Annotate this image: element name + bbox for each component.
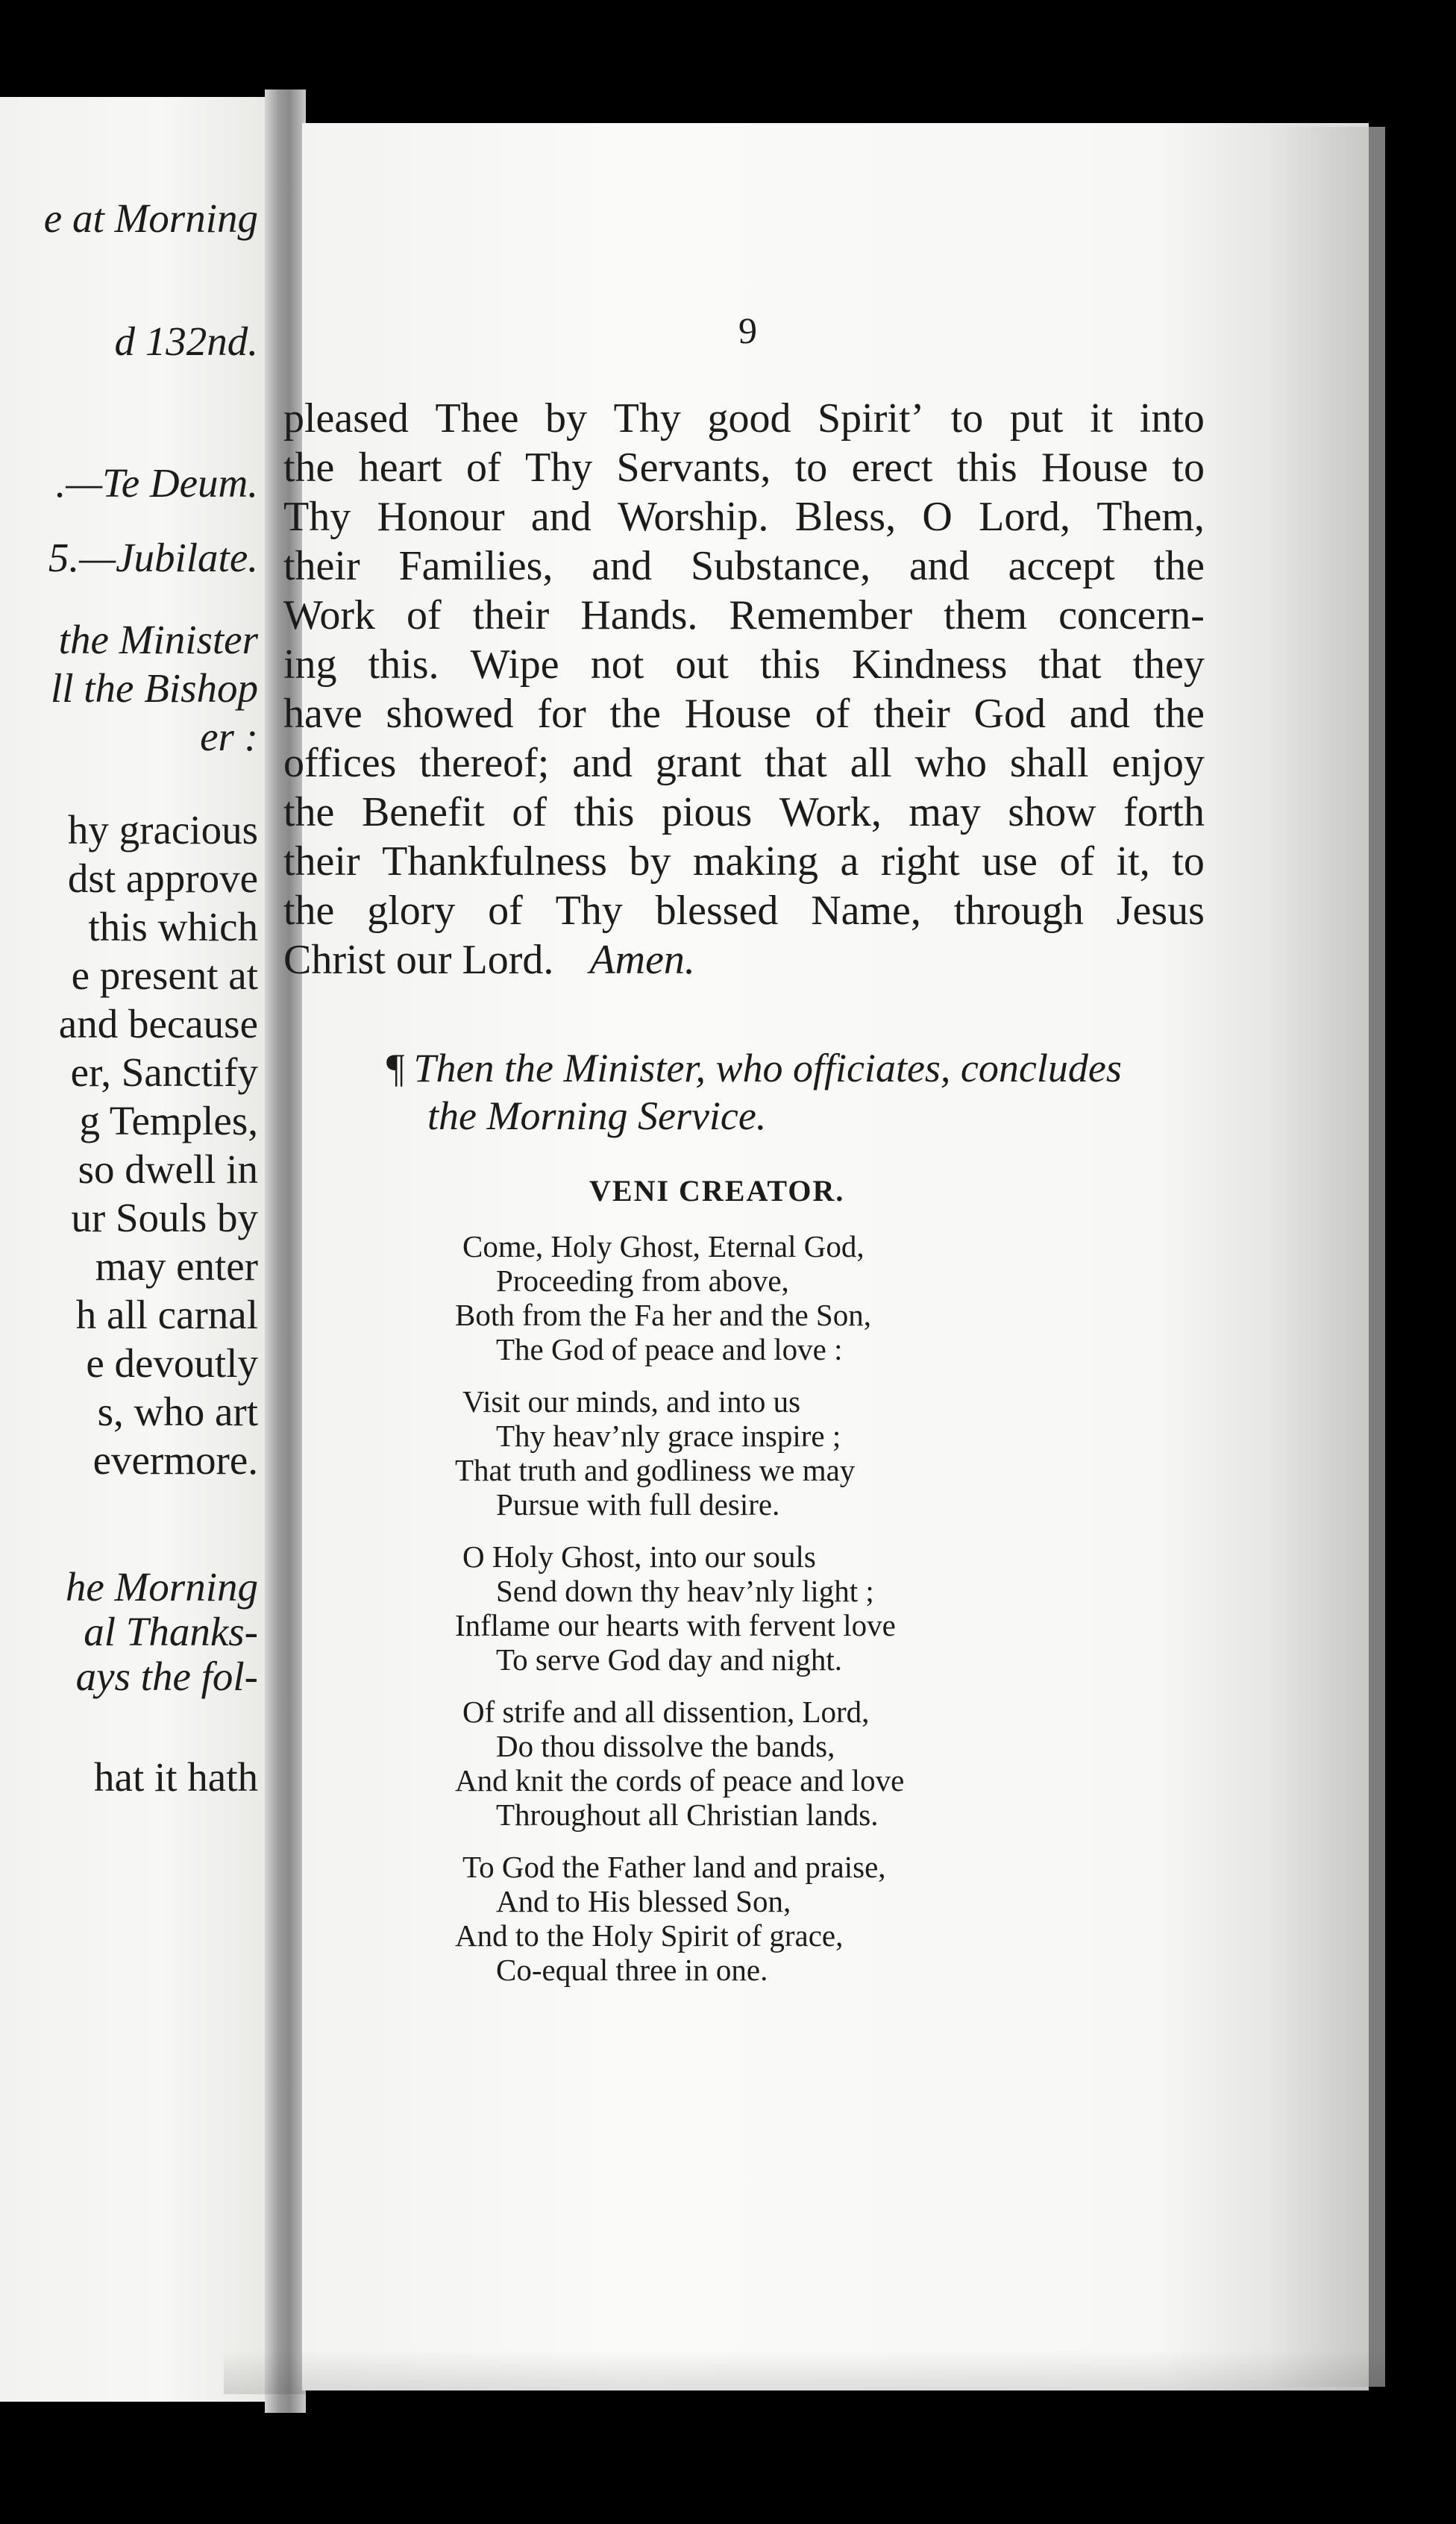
word: of: [512, 789, 547, 835]
word: and: [530, 494, 592, 540]
word: Work: [283, 592, 376, 638]
word: this: [759, 641, 820, 688]
stanza: [0, 1539, 1456, 1677]
word: put: [1009, 395, 1064, 442]
word: their: [472, 592, 550, 638]
left-page-line: evermore.: [92, 1437, 258, 1483]
left-page-line: d 132nd.: [114, 318, 258, 364]
verse-line: Co-equal three in one.: [496, 1953, 768, 1987]
verse-line: Pursue with full desire.: [496, 1487, 780, 1522]
left-page-line: dst approve: [67, 856, 258, 901]
verse-line: Throughout all Christian lands.: [496, 1798, 879, 1832]
rubric-line: the Morning Service.: [427, 1093, 767, 1138]
word: offices: [283, 740, 397, 786]
word: that: [764, 740, 827, 786]
word: and: [592, 543, 653, 589]
word: Benefit: [361, 789, 485, 835]
word: O: [922, 494, 953, 540]
word: them: [944, 592, 1028, 638]
body-text: Christ our Lord.: [283, 937, 554, 983]
verse-line: To God the Father land and praise,: [462, 1850, 886, 1884]
verse-line: Send down thy heav’nly light ;: [496, 1574, 874, 1608]
word: of: [1059, 838, 1095, 885]
left-page-line: ur Souls by: [71, 1195, 258, 1240]
left-page-line: al Thanks-: [84, 1609, 258, 1654]
word: and: [909, 543, 970, 589]
verse-line: That truth and godliness we may: [455, 1453, 856, 1487]
body-line: [283, 443, 1205, 492]
verse-line: And to His blessed Son,: [496, 1884, 791, 1918]
word: thereof;: [419, 740, 550, 786]
word: good: [707, 395, 791, 442]
verse-line: The God of peace and love :: [496, 1332, 843, 1366]
word: Worship.: [618, 494, 769, 540]
left-page-line: e present at: [71, 952, 258, 998]
word: have: [283, 691, 363, 737]
word: out: [675, 641, 729, 688]
prayer-text: [283, 394, 1205, 985]
word: showed: [386, 691, 514, 737]
word: glory: [367, 888, 456, 934]
verse-line: O Holy Ghost, into our souls: [462, 1539, 816, 1574]
left-page-line: h all carnal: [75, 1292, 258, 1337]
word: forth: [1123, 789, 1205, 835]
left-page-line: the Minister: [58, 617, 258, 662]
word: this: [956, 445, 1017, 491]
body-line: [283, 541, 1205, 591]
page-number: 9: [738, 310, 757, 351]
word: the: [1153, 691, 1205, 737]
left-page-line: and because: [58, 1001, 258, 1046]
rubric-line: Then the Minister, who officiates, concludes: [413, 1046, 1122, 1090]
word: Servants,: [616, 445, 771, 491]
word: who: [914, 740, 987, 786]
word: making: [692, 838, 818, 885]
stanza: [0, 1384, 1456, 1522]
word: Substance,: [691, 543, 871, 589]
body-line: [283, 837, 1205, 886]
verse-line: Visit our minds, and into us: [462, 1384, 801, 1419]
word: it: [1090, 395, 1114, 442]
word: Them,: [1096, 494, 1205, 540]
word: right: [880, 838, 960, 885]
stanza: [0, 1695, 1456, 1832]
word: pleased: [283, 395, 409, 442]
word: Hands.: [580, 592, 698, 638]
verse-line: Of strife and all dissention, Lord,: [462, 1695, 870, 1729]
body-line: [283, 591, 1205, 640]
word: to: [950, 395, 984, 442]
word: the: [1153, 543, 1205, 589]
word: that: [1038, 641, 1102, 688]
word: Thy: [613, 395, 681, 442]
left-page-line: ll the Bishop: [50, 665, 258, 711]
rubric: [386, 1044, 1192, 1140]
left-page-line: ays the fol-: [75, 1654, 258, 1699]
left-page-line: s, who art: [97, 1389, 258, 1434]
left-page-line: hat it hath: [94, 1754, 258, 1800]
left-page-line: g Temples,: [79, 1098, 258, 1143]
left-page-line: so dwell in: [78, 1146, 258, 1192]
verse-line: Inflame our hearts with fervent love: [455, 1608, 896, 1642]
word: their: [283, 543, 360, 589]
left-page-line: 5.—Jubilate.: [48, 535, 258, 580]
word: not: [590, 641, 644, 688]
word: Thee: [435, 395, 519, 442]
left-page-line: hy gracious: [67, 807, 258, 853]
hymn-title: VENI CREATOR.: [589, 1174, 845, 1208]
word: and: [1069, 691, 1130, 737]
left-page-line: er, Sanctify: [70, 1049, 258, 1095]
word: to: [1172, 838, 1205, 885]
word: this: [574, 789, 635, 835]
word: they: [1132, 641, 1205, 688]
body-line: [283, 492, 1205, 541]
word: into: [1139, 395, 1205, 442]
word: God: [973, 691, 1046, 737]
left-page-line: may enter: [95, 1243, 258, 1289]
word: all: [850, 740, 892, 786]
body-line: [283, 788, 1205, 837]
word: accept: [1008, 543, 1115, 589]
word: their: [283, 838, 360, 885]
word: by: [545, 395, 588, 442]
word: Spirit’: [818, 395, 925, 442]
word: it,: [1116, 838, 1150, 885]
word: Thankfulness: [382, 838, 607, 885]
word: Remember: [729, 592, 913, 638]
verse-line: And to the Holy Spirit of grace,: [455, 1918, 844, 1953]
left-page-line: e devoutly: [86, 1340, 258, 1386]
body-line: [283, 886, 1205, 935]
word: Thy: [283, 494, 351, 540]
word: to: [1172, 445, 1205, 491]
word: to: [794, 445, 828, 491]
verse-line: Proceeding from above,: [496, 1263, 789, 1298]
word: shall: [1009, 740, 1089, 786]
word: Name,: [811, 888, 921, 934]
word: show: [1008, 789, 1096, 835]
left-page-line: he Morning: [65, 1564, 258, 1610]
left-page-line: this which: [88, 904, 258, 949]
body-line: [283, 689, 1205, 738]
word: enjoy: [1111, 740, 1205, 786]
stanza: [0, 1229, 1456, 1366]
hymn-verses: [0, 1229, 1456, 2005]
word: the: [609, 691, 661, 737]
left-page-line: .—Te Deum.: [55, 460, 258, 506]
body-line: [283, 935, 1205, 985]
word: concern-: [1058, 592, 1205, 638]
verse-line: Thy heav’nly grace inspire ;: [496, 1419, 841, 1453]
word: Wipe: [470, 641, 559, 688]
word: the: [283, 888, 335, 934]
amen-word: Amen.: [589, 937, 695, 983]
word: this.: [368, 641, 439, 688]
bottom-shadow: [224, 2349, 1387, 2394]
word: House: [684, 691, 791, 737]
word: heart: [358, 445, 442, 491]
verse-line: Both from the Fa her and the Son,: [455, 1298, 871, 1332]
left-page-line: er :: [200, 714, 258, 759]
verse-line: Do thou dissolve the bands,: [496, 1729, 835, 1763]
word: House: [1041, 445, 1149, 491]
word: the: [283, 789, 335, 835]
word: ing: [283, 641, 337, 688]
word: the: [283, 445, 335, 491]
stanza: [0, 1850, 1456, 1987]
word: and: [572, 740, 633, 786]
body-line: [283, 640, 1205, 689]
word: of: [466, 445, 501, 491]
word: use: [982, 838, 1038, 885]
verse-line: To serve God day and night.: [496, 1642, 842, 1677]
word: Jesus: [1116, 888, 1205, 934]
body-line: [283, 738, 1205, 788]
word: Kindness: [851, 641, 1008, 688]
word: through: [953, 888, 1084, 934]
verse-line: Come, Holy Ghost, Eternal God,: [462, 1229, 865, 1263]
word: Bless,: [794, 494, 897, 540]
verse-line: And knit the cords of peace and love: [455, 1763, 905, 1798]
word: of: [407, 592, 442, 638]
word: by: [629, 838, 671, 885]
pilcrow-mark: ¶: [386, 1046, 405, 1090]
word: Families,: [398, 543, 553, 589]
word: Honour: [377, 494, 505, 540]
word: for: [537, 691, 586, 737]
word: a: [840, 838, 859, 885]
word: Thy: [524, 445, 593, 491]
word: erect: [851, 445, 933, 491]
body-line: [283, 394, 1205, 443]
word: of: [815, 691, 850, 737]
left-page-line: e at Morning: [43, 195, 258, 241]
word: Work,: [779, 789, 882, 835]
word: may: [909, 789, 981, 835]
word: pious: [661, 789, 753, 835]
word: blessed: [655, 888, 779, 934]
word: their: [873, 691, 950, 737]
word: grant: [655, 740, 741, 786]
word: of: [488, 888, 523, 934]
word: Thy: [555, 888, 623, 934]
word: Lord,: [979, 494, 1070, 540]
